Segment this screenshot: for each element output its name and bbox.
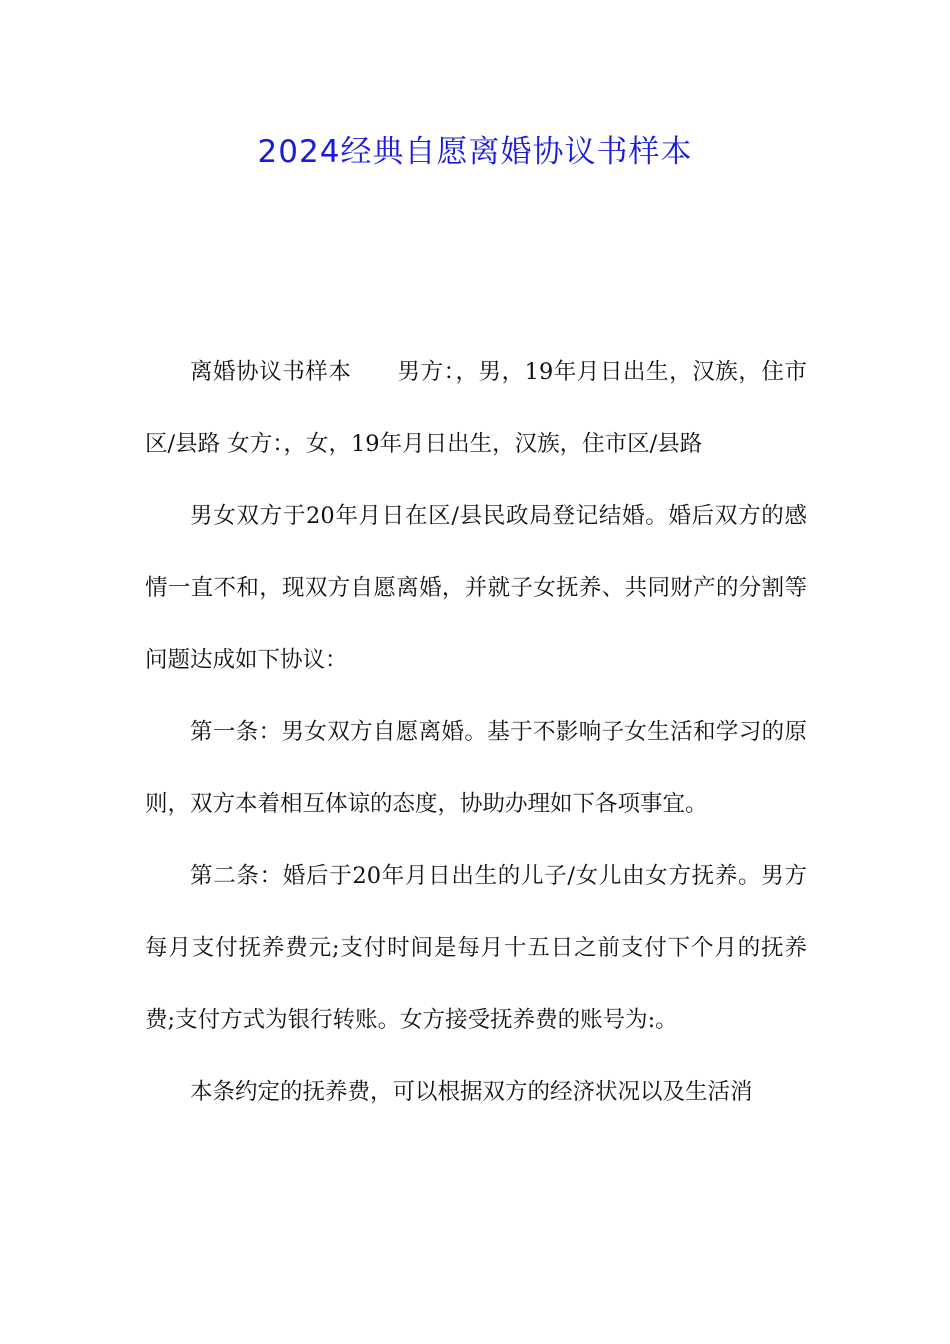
paragraph-parties: 离婚协议书样本 男方：，男，19年月日出生，汉族，住市区/县路 女方：，女，19年月日出生，汉族，住市区/县路 <box>145 359 807 457</box>
paragraph-article-two: 第二条：婚后于20年月日出生的儿子/女儿由女方抚养。男方每月支付抚养费元;支付时间是每月十五日之前支付下个月的抚养费;支付方式为银行转账。女方接受抚养费的账号为:。 <box>145 863 807 1033</box>
paragraph-marriage-background: 男女双方于20年月日在区/县民政局登记结婚。婚后双方的感情一直不和，现双方自愿离婚，并就子女抚养、共同财产的分割等问题达成如下协议： <box>145 503 807 673</box>
paragraph-article-one: 第一条：男女双方自愿离婚。基于不影响子女生活和学习的原则，双方本着相互体谅的态度，协助办理如下各项事宜。 <box>145 719 807 817</box>
document-body <box>145 336 807 1128</box>
paragraph-support-terms: 本条约定的抚养费，可以根据双方的经济状况以及生活消 <box>190 1079 753 1105</box>
document-title: 2024经典自愿离婚协议书样本 <box>257 134 693 170</box>
